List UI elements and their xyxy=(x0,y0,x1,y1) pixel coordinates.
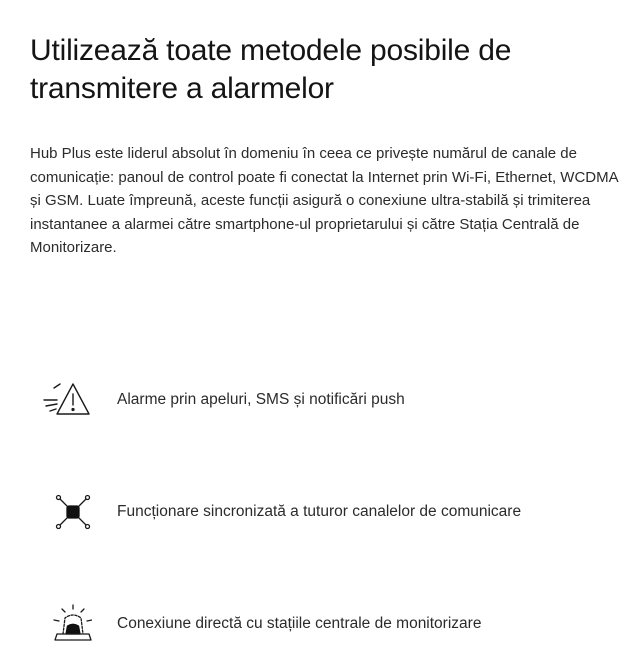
feature-item-monitoring xyxy=(40,602,620,646)
feature-label: Funcționare sincronizată a tuturor canalelor de comunicare xyxy=(117,503,522,520)
feature-label: Alarme prin apeluri, SMS și notificări push xyxy=(117,391,405,408)
siren-icon xyxy=(40,602,102,646)
description-paragraph: Hub Plus este liderul absolut în domeniu în ceea ce privește numărul de canale de comunicație: panoul de control poate fi conectat la Internet prin Wi-Fi, Ethernet, WCDMA și GSM. Luate împreună, aceste funcții asigură o conexiune ultra-stabilă și trimiterea instantanee a alarmei către smartphone-ul proprietarului și către Stația Centrală de Monitorizare. xyxy=(30,145,618,256)
feature-item-sync xyxy=(40,490,620,534)
alarm-warning-icon xyxy=(40,378,102,422)
page-title xyxy=(30,32,620,108)
sync-channels-icon xyxy=(40,490,102,534)
title-line-2: transmitere a alarmelor xyxy=(30,72,334,105)
feature-label: Conexiune directă cu stațiile centrale de monitorizare xyxy=(117,615,482,632)
feature-item-alarms xyxy=(40,378,620,422)
title-line-1: Utilizează toate metodele posibile de xyxy=(30,34,512,67)
